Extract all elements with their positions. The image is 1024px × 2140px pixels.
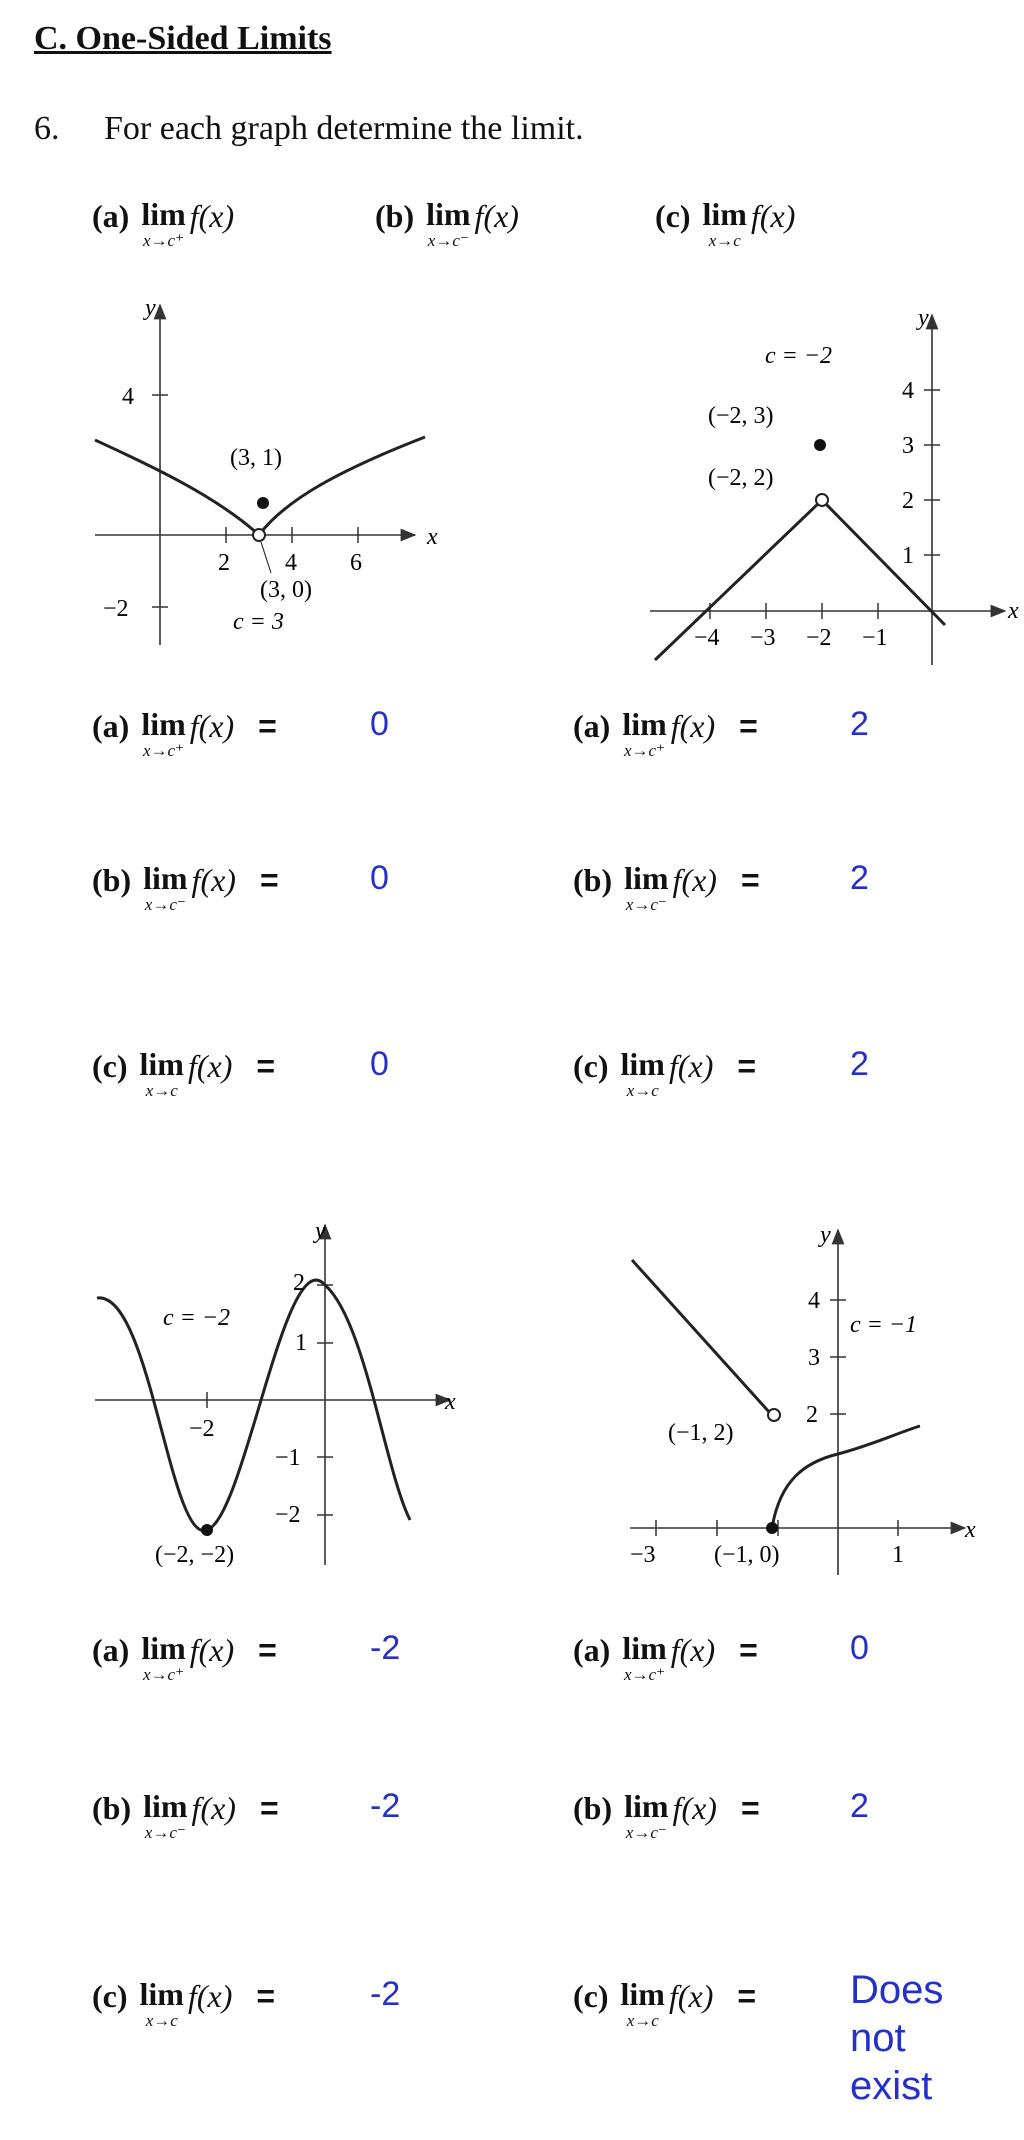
graph3-x-tick: −2 — [189, 1416, 215, 1442]
lim-operator — [143, 1790, 187, 1841]
limit-expression — [92, 1790, 279, 1841]
lim-subscript: x→c⁻ — [625, 1823, 667, 1842]
graph4-x-label: x — [965, 1517, 976, 1543]
lim-word: lim — [141, 196, 186, 232]
graph2-y-tick: 4 — [902, 378, 914, 404]
graph4-point-label: (−1, 0) — [714, 1542, 780, 1568]
section-title: C. One-Sided Limits — [34, 20, 332, 57]
graph2-y-tick: 2 — [902, 488, 914, 514]
function-name: f(x) — [474, 198, 519, 234]
limit-expression — [92, 708, 277, 759]
graph-1 — [85, 295, 485, 645]
function-name: f(x) — [670, 708, 716, 744]
answer-g1-b: 0 — [370, 859, 389, 897]
graph-4 — [620, 1200, 1000, 1600]
part-label: (a) — [573, 708, 611, 744]
lim-subscript: x→c — [145, 1081, 178, 1100]
graph1-y-tick-bottom: −2 — [103, 596, 129, 622]
lim-operator — [141, 1632, 185, 1683]
equals-sign: = — [739, 708, 758, 744]
lim-subscript: x→c⁻ — [144, 895, 186, 914]
limit-expression — [573, 1978, 756, 2029]
equals-sign: = — [259, 862, 279, 898]
limit-expression — [655, 198, 795, 249]
problem-statement — [34, 110, 584, 148]
lim-word: lim — [624, 860, 669, 896]
limit-expression — [573, 1790, 760, 1841]
graph3-y-label: y — [315, 1218, 326, 1244]
limit-expression — [375, 198, 519, 249]
graph1-x-tick: 2 — [218, 550, 230, 576]
lim-subscript: x→c — [626, 2011, 659, 2030]
graph3-c-label: c = −2 — [163, 1305, 231, 1331]
graph1-point-label: (3, 1) — [230, 445, 282, 471]
limit-expression — [573, 1048, 756, 1099]
graph4-y-tick: 2 — [806, 1402, 818, 1428]
part-label: (b) — [573, 1790, 613, 1826]
graph2-x-label: x — [1008, 598, 1019, 624]
part-label: (b) — [573, 862, 613, 898]
lim-word: lim — [139, 1046, 184, 1082]
lim-subscript: x→c — [626, 1081, 659, 1100]
equals-sign: = — [256, 1978, 276, 2014]
graph2-x-tick: −2 — [806, 625, 832, 651]
function-name: f(x) — [668, 1048, 714, 1084]
lim-operator — [141, 708, 185, 759]
graph3-y-tick: −2 — [275, 1502, 301, 1528]
graph2-x-tick: −4 — [694, 625, 720, 651]
part-label: (a) — [573, 1632, 611, 1668]
function-name: f(x) — [191, 1790, 236, 1826]
lim-word: lim — [139, 1976, 184, 2012]
function-name: f(x) — [189, 1632, 235, 1668]
part-label: (a) — [92, 708, 130, 744]
graph4-x-tick: 1 — [892, 1542, 904, 1568]
answer-g4-c: Does not exist — [850, 1968, 944, 2108]
graph2-x-tick: −1 — [862, 625, 888, 651]
problem-number: 6. — [34, 110, 60, 147]
equals-sign: = — [258, 708, 277, 744]
limit-expression — [92, 198, 234, 249]
lim-subscript: x→c⁺ — [623, 741, 666, 760]
lim-word: lim — [141, 706, 186, 742]
lim-subscript: x→c⁻ — [625, 895, 667, 914]
lim-operator — [624, 862, 668, 913]
answer-g4-a: 0 — [850, 1629, 869, 1667]
function-name: f(x) — [668, 1978, 714, 2014]
limit-expression — [92, 1048, 275, 1099]
graph1-hole-label: (3, 0) — [260, 577, 312, 603]
lim-subscript: x→c⁻ — [427, 231, 469, 250]
graph1-y-label: y — [145, 295, 156, 321]
limit-expression — [573, 862, 760, 913]
answer-g3-b: -2 — [370, 1787, 401, 1825]
graph4-y-label: y — [820, 1222, 831, 1248]
graph4-hole-label: (−1, 2) — [668, 1420, 734, 1446]
function-name: f(x) — [187, 1978, 233, 2014]
answer-g1-c: 0 — [370, 1045, 389, 1083]
lim-subscript: x→c⁺ — [623, 1665, 666, 1684]
part-label: (b) — [92, 1790, 132, 1826]
lim-operator — [621, 1978, 665, 2029]
function-name: f(x) — [187, 1048, 233, 1084]
lim-word: lim — [143, 1788, 188, 1824]
lim-word: lim — [702, 196, 747, 232]
lim-subscript: x→c⁺ — [142, 1665, 185, 1684]
answer-g1-a: 0 — [370, 705, 389, 743]
problem-text: For each graph determine the limit. — [104, 110, 584, 147]
function-name: f(x) — [750, 198, 796, 234]
limit-expression — [573, 708, 758, 759]
part-label: (b) — [375, 198, 415, 234]
lim-operator — [703, 198, 747, 249]
function-name: f(x) — [189, 198, 235, 234]
lim-operator — [140, 1978, 184, 2029]
graph2-y-tick: 3 — [902, 433, 914, 459]
answer-g2-c: 2 — [850, 1045, 869, 1083]
graph4-x-tick: −3 — [630, 1542, 656, 1568]
lim-operator — [622, 1632, 666, 1683]
answer-g2-a: 2 — [850, 705, 869, 743]
graph3-y-tick: 2 — [293, 1270, 305, 1296]
lim-word: lim — [426, 196, 471, 232]
equals-sign: = — [259, 1790, 279, 1826]
equals-sign: = — [258, 1632, 277, 1668]
graph4-y-tick: 4 — [808, 1288, 820, 1314]
lim-word: lim — [141, 1630, 186, 1666]
equals-sign: = — [740, 862, 760, 898]
lim-word: lim — [620, 1046, 665, 1082]
limit-expression — [92, 1978, 275, 2029]
graph3-y-tick: −1 — [275, 1445, 301, 1471]
limit-expression — [92, 862, 279, 913]
limit-expression — [92, 1632, 277, 1683]
graph2-x-tick: −3 — [750, 625, 776, 651]
lim-word: lim — [143, 860, 188, 896]
lim-subscript: x→c⁺ — [142, 231, 185, 250]
answer-g3-c: -2 — [370, 1975, 401, 2013]
function-name: f(x) — [189, 708, 235, 744]
function-name: f(x) — [672, 862, 717, 898]
part-label: (b) — [92, 862, 132, 898]
graph-3 — [85, 1200, 475, 1570]
lim-operator — [141, 198, 185, 249]
graph1-x-label: x — [427, 524, 438, 550]
function-name: f(x) — [670, 1632, 716, 1668]
lim-subscript: x→c⁻ — [144, 1823, 186, 1842]
lim-operator — [621, 1048, 665, 1099]
equals-sign: = — [737, 1978, 757, 2014]
function-name: f(x) — [191, 862, 236, 898]
limit-expression — [573, 1632, 758, 1683]
part-label: (c) — [92, 1978, 128, 2014]
equals-sign: = — [740, 1790, 760, 1826]
part-label: (c) — [573, 1978, 609, 2014]
lim-word: lim — [624, 1788, 669, 1824]
answer-g3-a: -2 — [370, 1629, 401, 1667]
graph2-c-label: c = −2 — [765, 343, 833, 369]
lim-word: lim — [620, 1976, 665, 2012]
graph1-x-tick: 4 — [285, 550, 297, 576]
part-label: (a) — [92, 198, 130, 234]
graph4-c-label: c = −1 — [850, 1312, 918, 1338]
lim-operator — [624, 1790, 668, 1841]
lim-word: lim — [622, 1630, 667, 1666]
graph1-y-tick-top: 4 — [122, 384, 134, 410]
graph2-hole-label: (−2, 2) — [708, 465, 774, 491]
lim-word: lim — [622, 706, 667, 742]
equals-sign: = — [737, 1048, 757, 1084]
part-label: (c) — [92, 1048, 128, 1084]
part-label: (a) — [92, 1632, 130, 1668]
lim-subscript: x→c⁺ — [142, 741, 185, 760]
graph2-point-label: (−2, 3) — [708, 403, 774, 429]
part-label: (c) — [655, 198, 691, 234]
graph3-min-label: (−2, −2) — [155, 1542, 235, 1568]
graph2-y-tick: 1 — [902, 543, 914, 569]
lim-subscript: x→c — [708, 231, 741, 250]
function-name: f(x) — [672, 1790, 717, 1826]
answer-g4-b: 2 — [850, 1787, 869, 1825]
lim-operator — [140, 1048, 184, 1099]
equals-sign: = — [739, 1632, 758, 1668]
lim-operator — [622, 708, 666, 759]
graph3-x-label: x — [445, 1389, 456, 1415]
graph4-y-tick: 3 — [808, 1345, 820, 1371]
lim-operator — [143, 862, 187, 913]
lim-subscript: x→c — [145, 2011, 178, 2030]
graph2-y-label: y — [918, 305, 929, 331]
lim-operator — [426, 198, 470, 249]
part-label: (c) — [573, 1048, 609, 1084]
equals-sign: = — [256, 1048, 276, 1084]
graph1-x-tick: 6 — [350, 550, 362, 576]
graph3-y-tick: 1 — [295, 1330, 307, 1356]
answer-g2-b: 2 — [850, 859, 869, 897]
graph1-c-label: c = 3 — [233, 609, 284, 635]
graph-2 — [640, 295, 1020, 675]
